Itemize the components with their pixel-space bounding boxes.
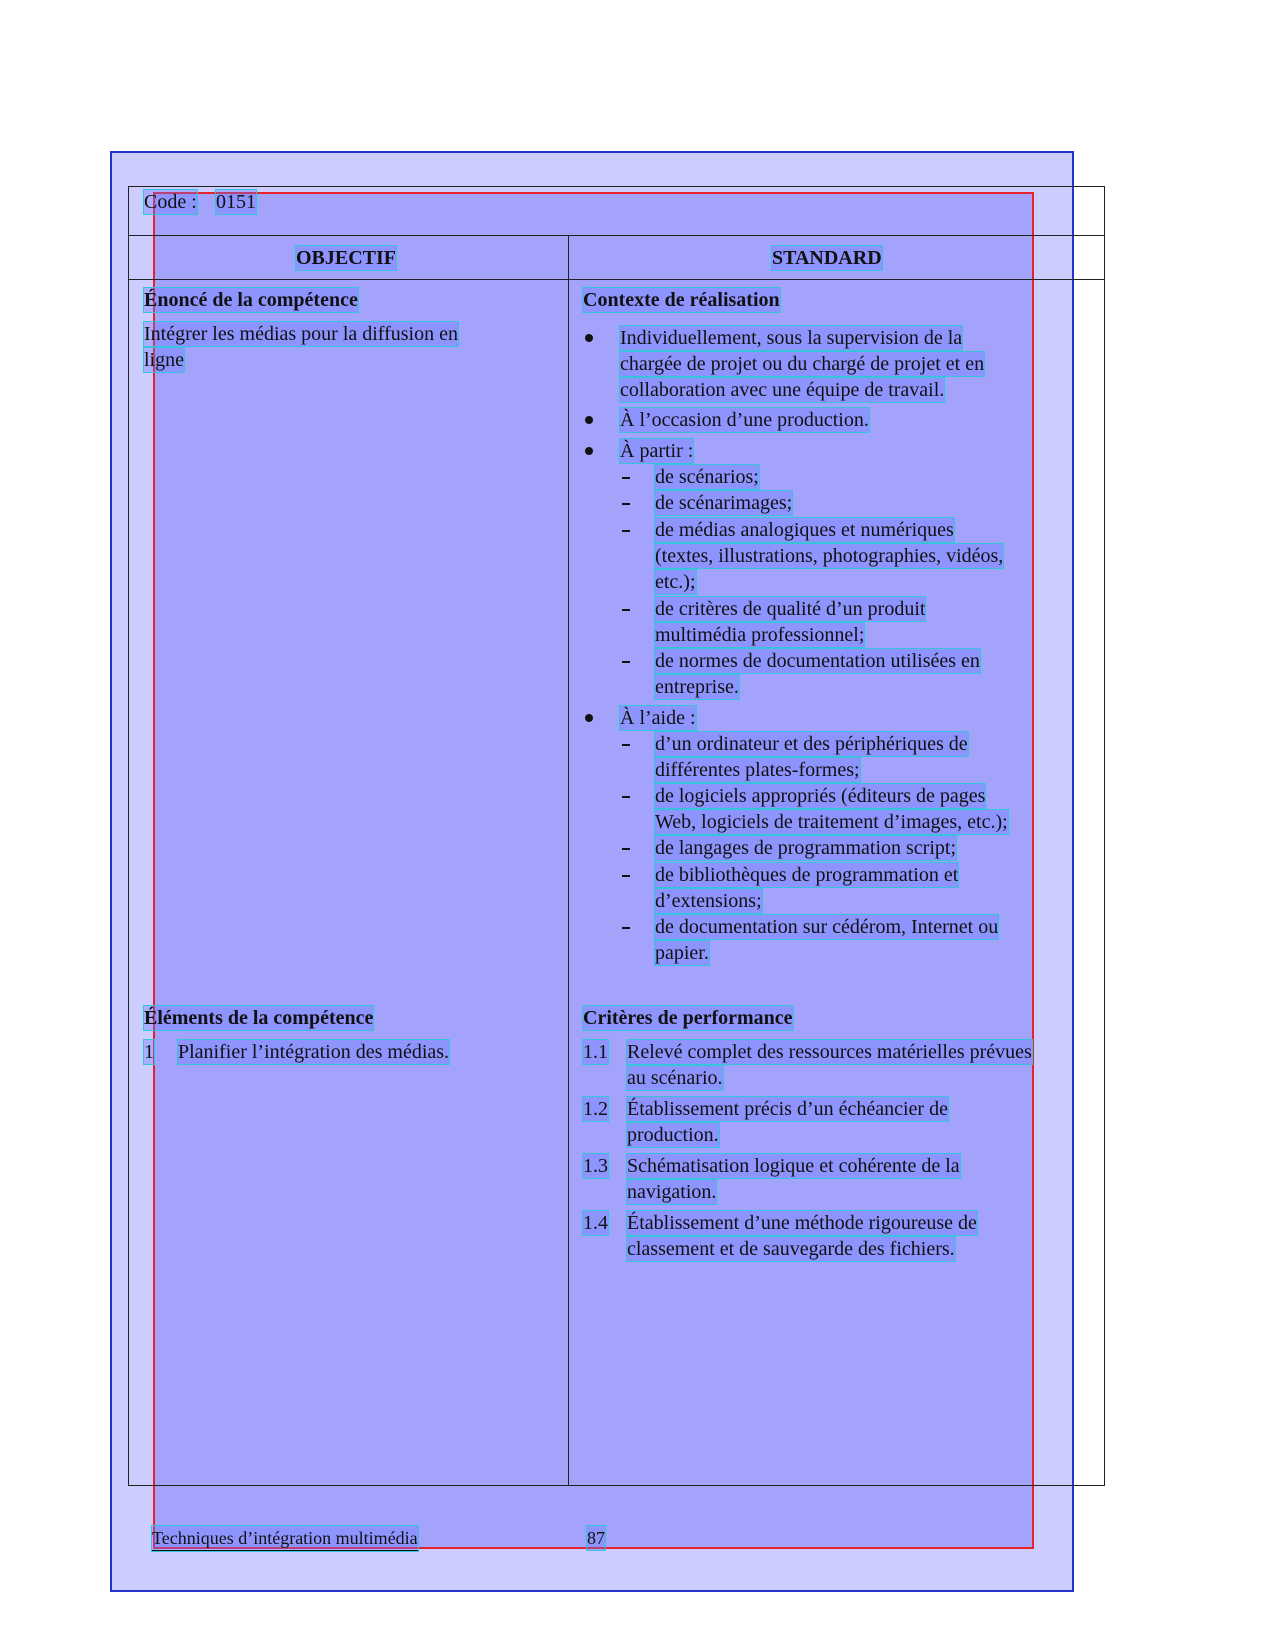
footer-title: Techniques d’intégration multimédia [152,1526,418,1551]
criterion-line: Schématisation logique et cohérente de la [627,1155,960,1177]
tool-item: Web, logiciels de traitement d’images, etc.); [655,811,1008,833]
source-item: de scénarios; [655,466,759,488]
criterion-line: au scénario. [627,1067,723,1089]
contexte-line: À partir : [620,440,694,462]
tool-item: de langages de programmation script; [655,837,957,859]
source-item: de normes de documentation utilisées en [655,650,980,672]
dash-icon [622,744,630,746]
contexte-line: chargée de projet ou du chargé de projet et en [620,353,985,375]
table-rule-header-bottom [128,279,1105,280]
dash-icon [622,661,630,663]
criterion-line: Relevé complet des ressources matérielles prévues [627,1041,1032,1063]
criterion-number: 1.4 [583,1212,608,1234]
source-item: multimédia professionnel; [655,624,865,646]
table-rule-header-top [128,235,1105,236]
enonce-title: Énoncé de la compétence [144,289,358,311]
source-item: entreprise. [655,676,739,698]
dash-icon [622,530,630,532]
element-text: Planifier l’intégration des médias. [178,1041,450,1063]
criterion-number: 1.2 [583,1098,608,1120]
source-item: de critères de qualité d’un produit [655,598,926,620]
contexte-line: À l’aide : [620,707,696,729]
element-number: 1 [144,1041,154,1063]
competency-table [128,186,1105,1486]
elements-title: Éléments de la compétence [144,1007,374,1029]
enonce-line: Intégrer les médias pour la diffusion en [144,323,458,345]
contexte-line: collaboration avec une équipe de travail. [620,379,945,401]
objectif-header: OBJECTIF [296,247,397,269]
dash-icon [622,848,630,850]
tool-item: de documentation sur cédérom, Internet ou [655,916,999,938]
criterion-line: Établissement précis d’un échéancier de [627,1098,948,1120]
tool-item: d’un ordinateur et des périphériques de [655,733,968,755]
code-value: 0151 [216,191,256,213]
tool-item: papier. [655,942,709,964]
criterion-line: Établissement d’une méthode rigoureuse de [627,1212,977,1234]
enonce-line: ligne [144,349,184,371]
criteres-title: Critères de performance [583,1007,793,1029]
tool-item: de logiciels appropriés (éditeurs de pages [655,785,986,807]
tool-item: d’extensions; [655,890,762,912]
criterion-line: classement et de sauvegarde des fichiers. [627,1238,955,1260]
footer-page-number: 87 [587,1528,605,1548]
tool-item: de bibliothèques de programmation et [655,864,959,886]
bullet-icon [585,416,593,424]
contexte-line: Individuellement, sous la supervision de la [620,327,963,349]
criterion-number: 1.3 [583,1155,608,1177]
criterion-line: navigation. [627,1181,717,1203]
dash-icon [622,477,630,479]
dash-icon [622,796,630,798]
bullet-icon [585,714,593,722]
criterion-line: production. [627,1124,719,1146]
dash-icon [622,503,630,505]
contexte-line: À l’occasion d’une production. [620,409,869,431]
source-item: de scénarimages; [655,492,793,514]
tool-item: différentes plates-formes; [655,759,860,781]
criterion-number: 1.1 [583,1041,608,1063]
source-item: de médias analogiques et numériques [655,519,954,541]
dash-icon [622,609,630,611]
source-item: (textes, illustrations, photographies, vidéos, [655,545,1004,567]
dash-icon [622,875,630,877]
bullet-icon [585,447,593,455]
bullet-icon [585,334,593,342]
dash-icon [622,927,630,929]
standard-header: STANDARD [772,247,882,269]
contexte-title: Contexte de réalisation [583,289,780,311]
source-item: etc.); [655,571,696,593]
code-label: Code : [144,191,197,213]
table-column-divider [568,235,569,1486]
